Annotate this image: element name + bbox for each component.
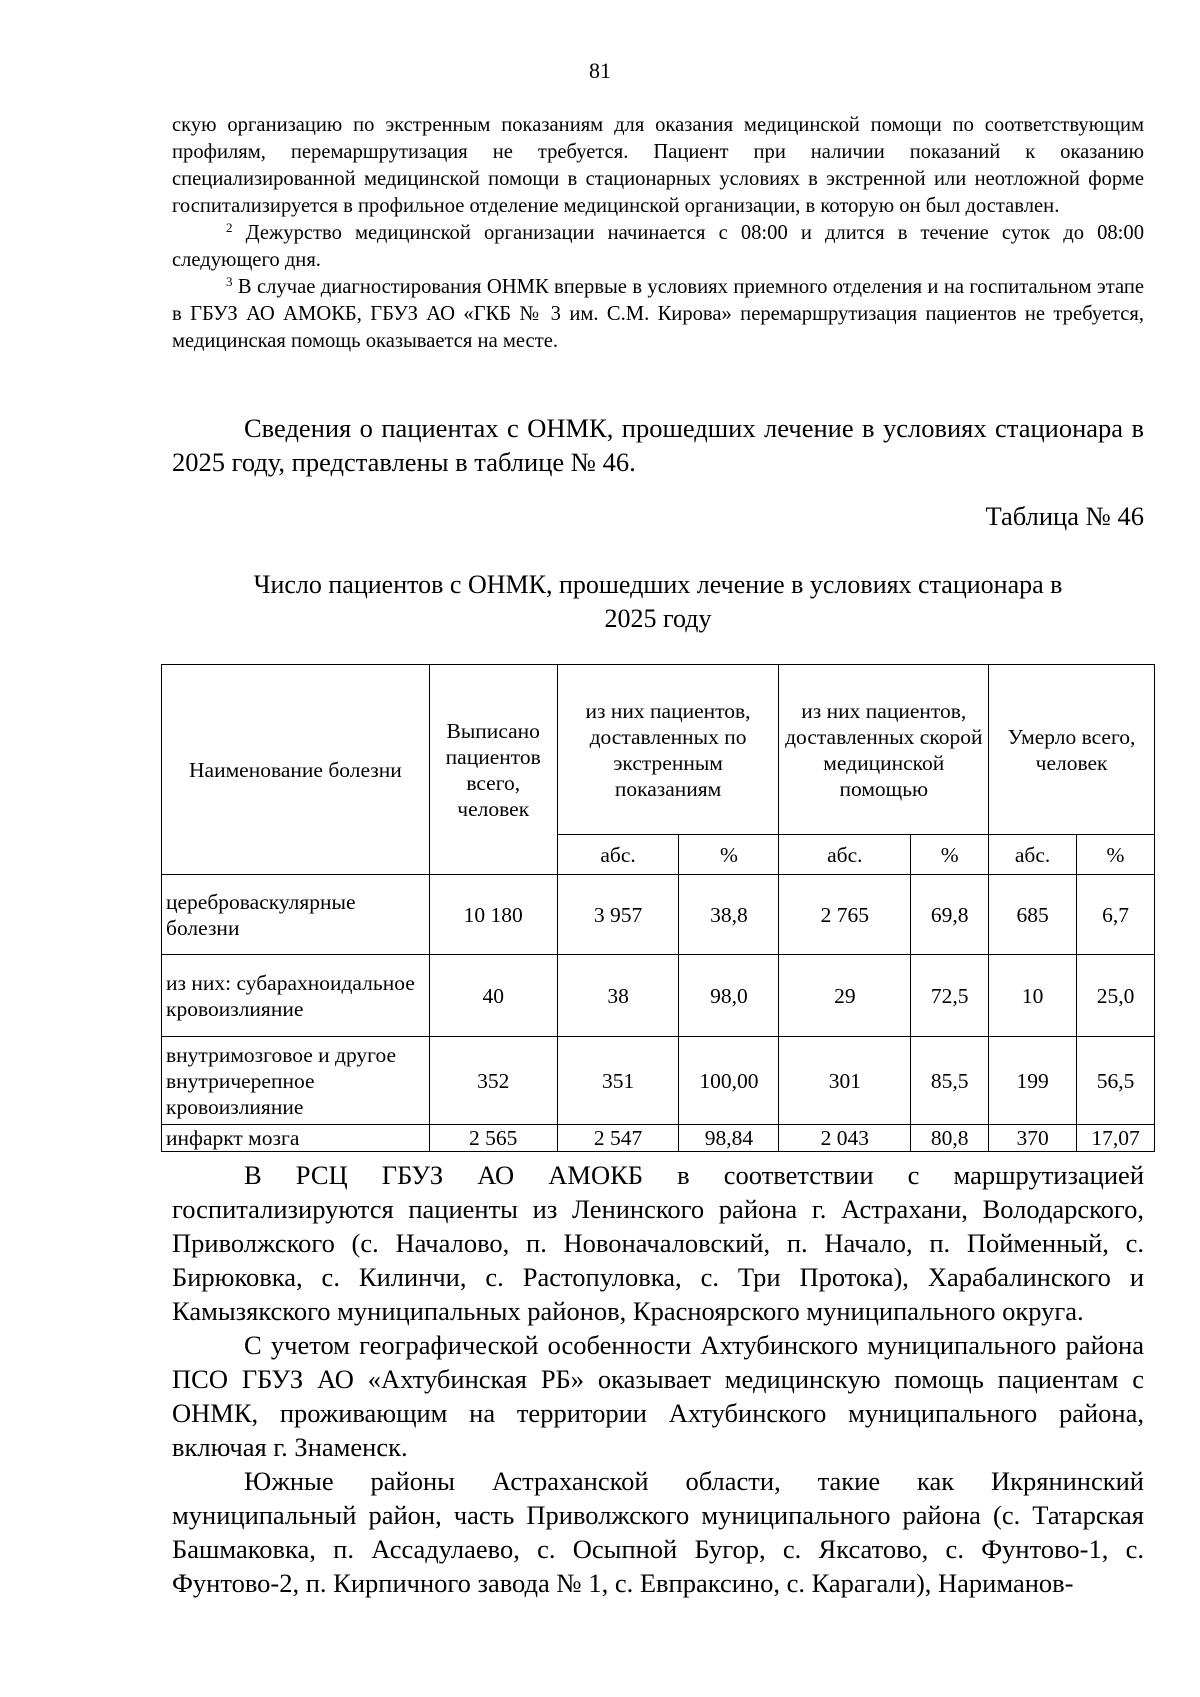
cell-disease: внутримозговое и другое внутричерепное кровоизлияние	[162, 1037, 430, 1125]
cell-died-abs: 370	[989, 1125, 1077, 1152]
header-died-abs: абс.	[989, 835, 1077, 875]
cell-ambulance-abs: 2 043	[779, 1125, 911, 1152]
footnote-continuation: скую организацию по экстренным показаниям для оказания медицинской помощи по соответствующим профилям, перемаршрутизация не требуется. Пациент при наличии показаний к оказанию специализированной медицинской помощи в стационарных условиях в экстренной или неотложной форме госпитализируется в профильное отделение медицинской организации, в которую он был доставлен.	[172, 114, 1144, 217]
cell-ambulance-abs: 29	[779, 955, 911, 1037]
table-row	[162, 1037, 1155, 1125]
header-emergency: из них пациентов, доставленных по экстренным показаниям	[557, 665, 779, 835]
table-caption-line2: 2025 году	[604, 604, 712, 633]
intro-paragraph: Сведения о пациентах с ОНМК, прошедших лечение в условиях стационара в 2025 году, представлены в таблице № 46.	[172, 413, 1144, 477]
cell-ambulance-pct: 72,5	[911, 955, 989, 1037]
cell-ambulance-pct: 69,8	[911, 875, 989, 955]
cell-died-abs: 685	[989, 875, 1077, 955]
cell-disease: цереброваскулярные болезни	[162, 875, 430, 955]
header-died: Умерло всего, человек	[989, 665, 1155, 835]
header-emergency-abs: абс.	[557, 835, 679, 875]
page-number: 81	[589, 58, 611, 83]
footnote-3-mark: 3	[226, 274, 233, 289]
footnote-2-mark: 2	[226, 220, 233, 235]
table-number: Таблица № 46	[985, 501, 1144, 531]
header-ambulance: из них пациентов, доставленных скорой медицинской помощью	[779, 665, 989, 835]
table-row	[162, 1125, 1155, 1152]
cell-ambulance-pct: 80,8	[911, 1125, 989, 1152]
cell-ambulance-abs: 301	[779, 1037, 911, 1125]
patients-table	[161, 664, 1155, 1152]
header-disease: Наименование болезни	[162, 665, 430, 875]
cell-discharged: 2 565	[429, 1125, 557, 1152]
cell-died-pct: 17,07	[1077, 1125, 1155, 1152]
header-ambulance-abs: абс.	[779, 835, 911, 875]
footnote-2-text: Дежурство медицинской организации начинается с 08:00 и длится в течение суток до 08:00 следующего дня.	[172, 222, 1144, 271]
cell-discharged: 10 180	[429, 875, 557, 955]
cell-discharged: 40	[429, 955, 557, 1037]
body-text	[172, 1158, 1144, 1600]
cell-emergency-abs: 38	[557, 955, 679, 1037]
cell-ambulance-abs: 2 765	[779, 875, 911, 955]
cell-emergency-pct: 100,00	[679, 1037, 779, 1125]
cell-emergency-pct: 98,0	[679, 955, 779, 1037]
paragraph: С учетом географической особенности Ахтубинского муниципального района ПСО ГБУЗ АО «Ахтубинская РБ» оказывает медицинскую помощь пациентам с ОНМК, проживающим на территории Ахтубинского муниципального района, включая г. Знаменск.	[172, 1330, 1144, 1462]
header-discharged: Выписано пациентов всего, человек	[429, 665, 557, 875]
header-died-pct: %	[1077, 835, 1155, 875]
cell-emergency-pct: 98,84	[679, 1125, 779, 1152]
cell-died-pct: 25,0	[1077, 955, 1155, 1037]
paragraph: В РСЦ ГБУЗ АО АМОКБ в соответствии с маршрутизацией госпитализируются пациенты из Ленинского района г. Астрахани, Володарского, Приволжского (с. Началово, п. Новоначаловский, п. Начало, п. Пойменный, с. Бирюковка, с. Килинчи, с. Растопуловка, с. Три Протока), Харабалинского и Камызякского муниципальных районов, Красноярского муниципального округа.	[172, 1160, 1144, 1326]
footnotes	[172, 112, 1144, 355]
cell-died-pct: 56,5	[1077, 1037, 1155, 1125]
cell-emergency-abs: 2 547	[557, 1125, 679, 1152]
cell-emergency-abs: 3 957	[557, 875, 679, 955]
cell-died-pct: 6,7	[1077, 875, 1155, 955]
cell-emergency-pct: 38,8	[679, 875, 779, 955]
cell-ambulance-pct: 85,5	[911, 1037, 989, 1125]
paragraph: Южные районы Астраханской области, такие как Икрянинский муниципальный район, часть Приволжского муниципального района (с. Татарская Башмаковка, п. Ассадулаево, с. Осыпной Бугор, с. Яксатово, с. Фунтово-1, с. Фунтово-2, п. Кирпичного завода № 1, с. Евпраксино, с. Карагали), Нариманов-	[172, 1466, 1144, 1598]
table-row	[162, 875, 1155, 955]
footnote-2	[172, 220, 1144, 274]
footnote-3	[172, 274, 1144, 355]
header-emergency-pct: %	[679, 835, 779, 875]
table-caption-line1: Число пациентов с ОНМК, прошедших лечение в условиях стационара в	[253, 570, 1063, 599]
cell-disease: инфаркт мозга	[162, 1125, 430, 1152]
cell-died-abs: 199	[989, 1037, 1077, 1125]
table-row	[162, 955, 1155, 1037]
footnote-3-text: В случае диагностирования ОНМК впервые в условиях приемного отделения и на госпитальном этапе в ГБУЗ АО АМОКБ, ГБУЗ АО «ГКБ № 3 им. С.М. Кирова» перемаршрутизация пациентов не требуется, медицинская помощь оказывается на месте.	[172, 276, 1144, 352]
cell-discharged: 352	[429, 1037, 557, 1125]
table-caption	[172, 568, 1144, 636]
header-ambulance-pct: %	[911, 835, 989, 875]
cell-died-abs: 10	[989, 955, 1077, 1037]
cell-disease: из них: субарахноидальное кровоизлияние	[162, 955, 430, 1037]
cell-emergency-abs: 351	[557, 1037, 679, 1125]
